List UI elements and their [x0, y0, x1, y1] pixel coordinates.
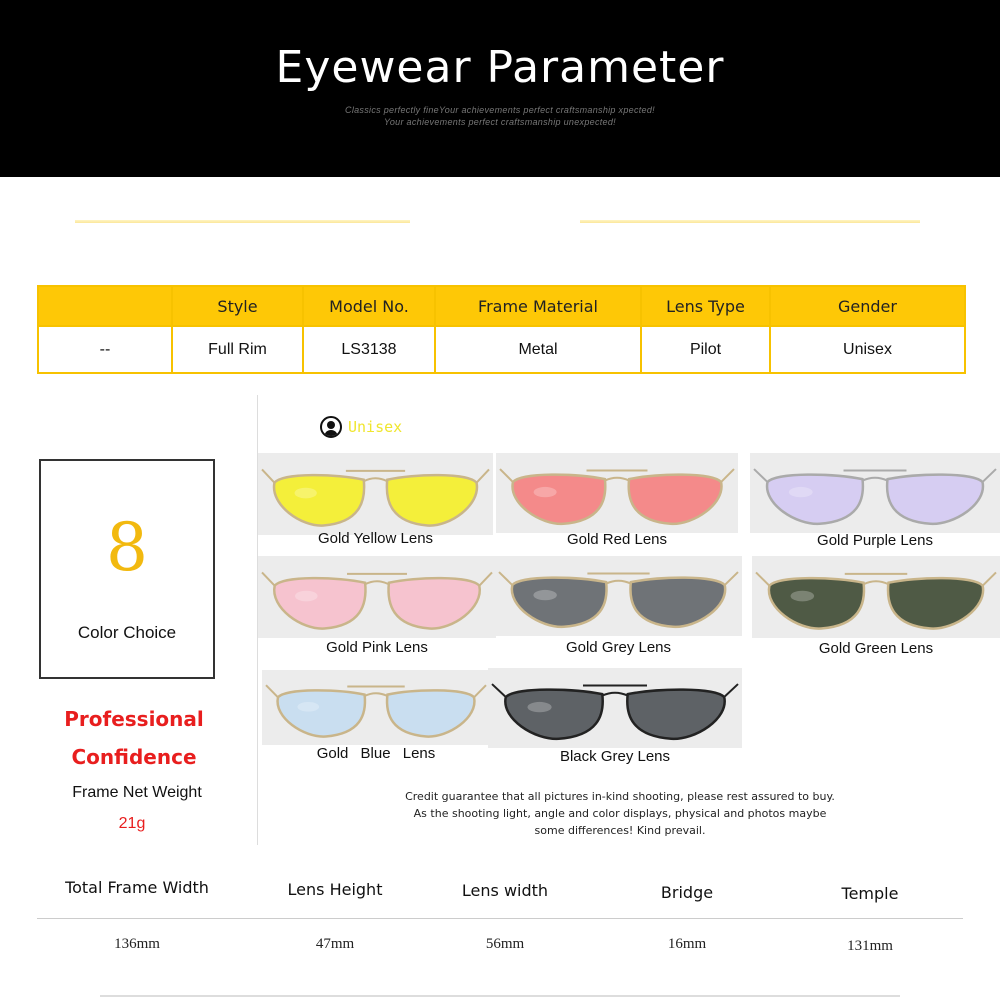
header-subtitle: Classics perfectly fineYour achievements perfect craftsmanship xpected! [345, 105, 655, 115]
sunglasses-image [488, 668, 742, 748]
sunglasses-image [258, 556, 496, 638]
sunglasses-icon [262, 670, 490, 745]
parameter-value-row [38, 326, 965, 373]
dim-header-bridge: Bridge [660, 883, 714, 902]
temple-right [474, 685, 486, 697]
sunglasses-image [262, 670, 490, 745]
unisex-tag [320, 416, 402, 438]
param-header-model: Model No. [303, 286, 435, 326]
photo-disclaimer [360, 788, 880, 839]
temple-right [983, 572, 996, 585]
temple-left [500, 469, 513, 482]
weight-label: Frame Net Weight [72, 784, 202, 801]
sunglasses-image [750, 453, 1000, 533]
bridge [365, 693, 388, 696]
lens-left [505, 690, 602, 739]
param-header-blank [38, 286, 172, 326]
lens-right [888, 578, 983, 628]
temple-right [725, 572, 738, 585]
temple-right [721, 469, 734, 482]
sunglasses-icon [495, 556, 742, 636]
lens-right [629, 475, 722, 524]
param-value-lens-type: Pilot [641, 326, 770, 373]
dim-value-lens-height: 47mm [315, 936, 355, 952]
dim-value-bridge: 16mm [667, 936, 707, 952]
weight-value: 21g [118, 815, 146, 832]
lens-left [767, 475, 863, 524]
bridge [605, 478, 629, 481]
param-header-lens-type: Lens Type [641, 286, 770, 326]
bridge [606, 581, 631, 584]
temple-right [983, 469, 997, 482]
lens-right [630, 578, 725, 627]
temple-left [499, 572, 512, 585]
temple-left [262, 469, 274, 482]
temple-left [492, 684, 506, 697]
param-value-material: Metal [435, 326, 641, 373]
sunglasses-image [752, 556, 1000, 638]
header-banner [0, 0, 1000, 177]
promo-line-2: Confidence [71, 745, 197, 769]
dim-header-lens-height: Lens Height [287, 880, 383, 899]
product-name: Black Grey Lens [559, 748, 671, 765]
temple-right [724, 684, 738, 697]
param-header-gender: Gender [770, 286, 965, 326]
lens-left [769, 578, 864, 628]
color-count-label: Color Choice [77, 623, 177, 642]
lens-left [274, 475, 364, 525]
lens-right [627, 690, 724, 739]
temple-left [754, 469, 768, 482]
sunglasses-icon [258, 556, 496, 638]
parameter-header-row [38, 286, 965, 326]
sunglasses-icon [750, 453, 1000, 533]
product-name: Gold Red Lens [566, 531, 668, 548]
bridge [864, 581, 889, 584]
lens-highlight [533, 590, 556, 600]
parameter-table [37, 285, 966, 374]
param-value-style: Full Rim [172, 326, 303, 373]
lens-highlight [295, 488, 317, 499]
lens-right [387, 690, 474, 736]
decorative-line-right [580, 220, 920, 223]
disclaimer-line-3: some differences! Kind prevail. [534, 824, 706, 837]
unisex-label: Unisex [348, 418, 403, 436]
sunglasses-icon [488, 668, 742, 748]
sunglasses-icon [752, 556, 1000, 638]
lens-highlight [297, 702, 319, 712]
dim-value-lens-width: 56mm [485, 936, 525, 952]
dim-value-temple: 131mm [847, 938, 893, 954]
bridge [602, 693, 627, 696]
lens-highlight [527, 702, 551, 712]
bottom-divider [100, 995, 900, 997]
dim-header-lens-width: Lens width [461, 881, 549, 900]
lens-left [278, 690, 365, 736]
dimensions-divider [37, 918, 963, 919]
bridge [364, 478, 388, 481]
sunglasses-icon [258, 453, 493, 535]
product-name: Gold Pink Lens [326, 639, 428, 656]
param-value-gender: Unisex [770, 326, 965, 373]
lens-highlight [791, 591, 815, 602]
bridge [863, 478, 888, 481]
color-count-box [39, 459, 215, 679]
lens-highlight [534, 487, 557, 497]
lens-right [389, 578, 480, 628]
sunglasses-image [258, 453, 493, 535]
page-title: Eyewear Parameter [275, 42, 725, 93]
disclaimer-line-2: As the shooting light, angle and color displays, physical and photos maybe [413, 807, 827, 820]
sunglasses-image [496, 453, 738, 533]
param-value-blank: -- [38, 326, 172, 373]
dim-value-total-width: 136mm [114, 936, 160, 952]
lens-left [512, 578, 607, 627]
temple-left [262, 572, 275, 585]
product-name: Gold Green Lens [818, 640, 934, 657]
param-header-material: Frame Material [435, 286, 641, 326]
person-icon [320, 416, 342, 438]
promo-line-1: Professional [64, 707, 204, 731]
lens-right [887, 475, 983, 524]
sunglasses-image [495, 556, 742, 636]
product-name: Gold Blue Lens [316, 745, 436, 762]
color-count: 8 [106, 509, 148, 586]
sunglasses-icon [496, 453, 738, 533]
lens-right [387, 475, 477, 525]
decorative-line-left [75, 220, 410, 223]
lens-left [512, 475, 605, 524]
dim-header-temple: Temple [841, 884, 899, 903]
lens-left [274, 578, 365, 628]
param-value-model: LS3138 [303, 326, 435, 373]
product-name: Gold Grey Lens [565, 639, 672, 656]
bridge [365, 581, 389, 584]
temple-right [477, 469, 489, 482]
lens-highlight [789, 487, 813, 497]
disclaimer-line-1: Credit guarantee that all pictures in-kind shooting, please rest assured to buy. [405, 790, 835, 803]
lens-highlight [295, 591, 318, 602]
temple-right [479, 572, 492, 585]
dim-header-total-width: Total Frame Width [65, 878, 209, 897]
param-header-style: Style [172, 286, 303, 326]
temple-left [266, 685, 278, 697]
header-subtitle-2: Your achievements perfect craftsmanship unexpected! [384, 117, 616, 127]
product-name: Gold Purple Lens [817, 532, 933, 549]
product-name: Gold Yellow Lens [317, 530, 434, 547]
temple-left [756, 572, 769, 585]
